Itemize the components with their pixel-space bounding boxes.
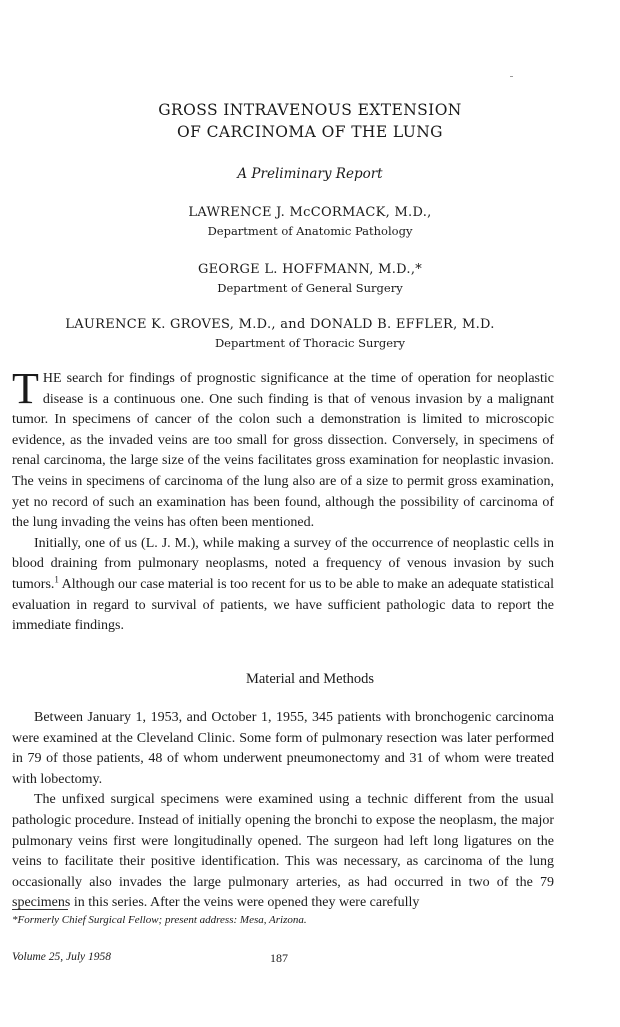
article-subtitle: A Preliminary Report xyxy=(237,166,383,182)
intro-paragraph-1 xyxy=(12,364,554,534)
author-2-name: GEORGE L. HOFFMANN, M.D.,* xyxy=(197,262,423,277)
author-1-name: LAWRENCE J. McCORMACK, M.D., xyxy=(188,205,432,220)
footnote-rule xyxy=(12,909,68,910)
intro-paragraph-2-text-b: Although our case material is too recent for us to be able to make an adequate statistical evaluation in regard to survival of patients, we have sufficient pathologic data to report the immediate findings. xyxy=(12,576,554,634)
methods-paragraph-1: Between January 1, 1953, and October 1, 1955, 345 patients with bronchogenic carcinoma were examined at the Cleveland Clinic. Some form of pulmonary resection was later performed in 79 of those patients, 48 of whom underwent pneumonectomy and 31 of whom were treated with lobectomy. xyxy=(12,710,554,787)
title-line-1: GROSS INTRAVENOUS EXTENSION xyxy=(158,101,462,119)
author-1-department: Department of Anatomic Pathology xyxy=(207,224,413,238)
drop-cap: T xyxy=(12,364,39,413)
author-2-department: Department of General Surgery xyxy=(217,281,403,295)
volume-info: Volume 25, July 1958 xyxy=(12,951,112,963)
methods-paragraph-2: The unfixed surgical specimens were examined using a technic different from the usual pathologic procedure. Instead of initially opening the bronchi to expose the neoplasm, the major pulmonary veins first were longitudinally opened. The surgeon had left long ligatures on the veins to facilitate their positive identification. This was necessary, as carcinoma of the lung occasionally also invades the large pulmonary arteries, as had occurred in two of the 79 specimens in this series. After the veins were opened they were carefully xyxy=(12,792,554,911)
section-heading-methods: Material and Methods xyxy=(245,671,375,687)
intro-paragraph-2 xyxy=(12,534,554,637)
intro-section xyxy=(12,364,554,637)
intro-paragraph-1-text: HE search for findings of prognostic significance at the time of operation for neoplastic disease is a continuous one. One such finding is that of venous invasion by a malignant tumor. In specimens of cancer of the colon such a demonstration is limited to microscopic evidence, as the invaded veins are too small for gross dissection. Conversely, in specimens of renal carcinoma, the large size of the veins facilitates gross examination for neoplastic invasion. The veins in specimens of carcinoma of the lung also are of a size to permit gross examination, yet no record of such an examination has been found, although the possibility of carcinoma of the lung invading the veins has often been mentioned. xyxy=(12,371,554,531)
methods-section xyxy=(12,708,554,914)
article-title xyxy=(0,99,620,143)
scan-mark xyxy=(510,76,513,77)
intro-paragraph-2-text-a: Initially, one of us (L. J. M.), while making a survey of the occurrence of neoplastic cells in blood draining from pulmonary neoplasms, noted a frequency of venous invasion by such tumors. xyxy=(12,535,554,592)
author-3-department: Department of Thoracic Surgery xyxy=(214,336,406,350)
reference-marker: 1 xyxy=(54,574,59,585)
author-3-name: LAURENCE K. GROVES, M.D., and DONALD B. EFFLER, M.D. xyxy=(65,317,495,332)
title-line-2: OF CARCINOMA OF THE LUNG xyxy=(177,123,443,141)
footnote: *Formerly Chief Surgical Fellow; present address: Mesa, Arizona. xyxy=(12,914,307,926)
page-number: 187 xyxy=(270,951,288,965)
